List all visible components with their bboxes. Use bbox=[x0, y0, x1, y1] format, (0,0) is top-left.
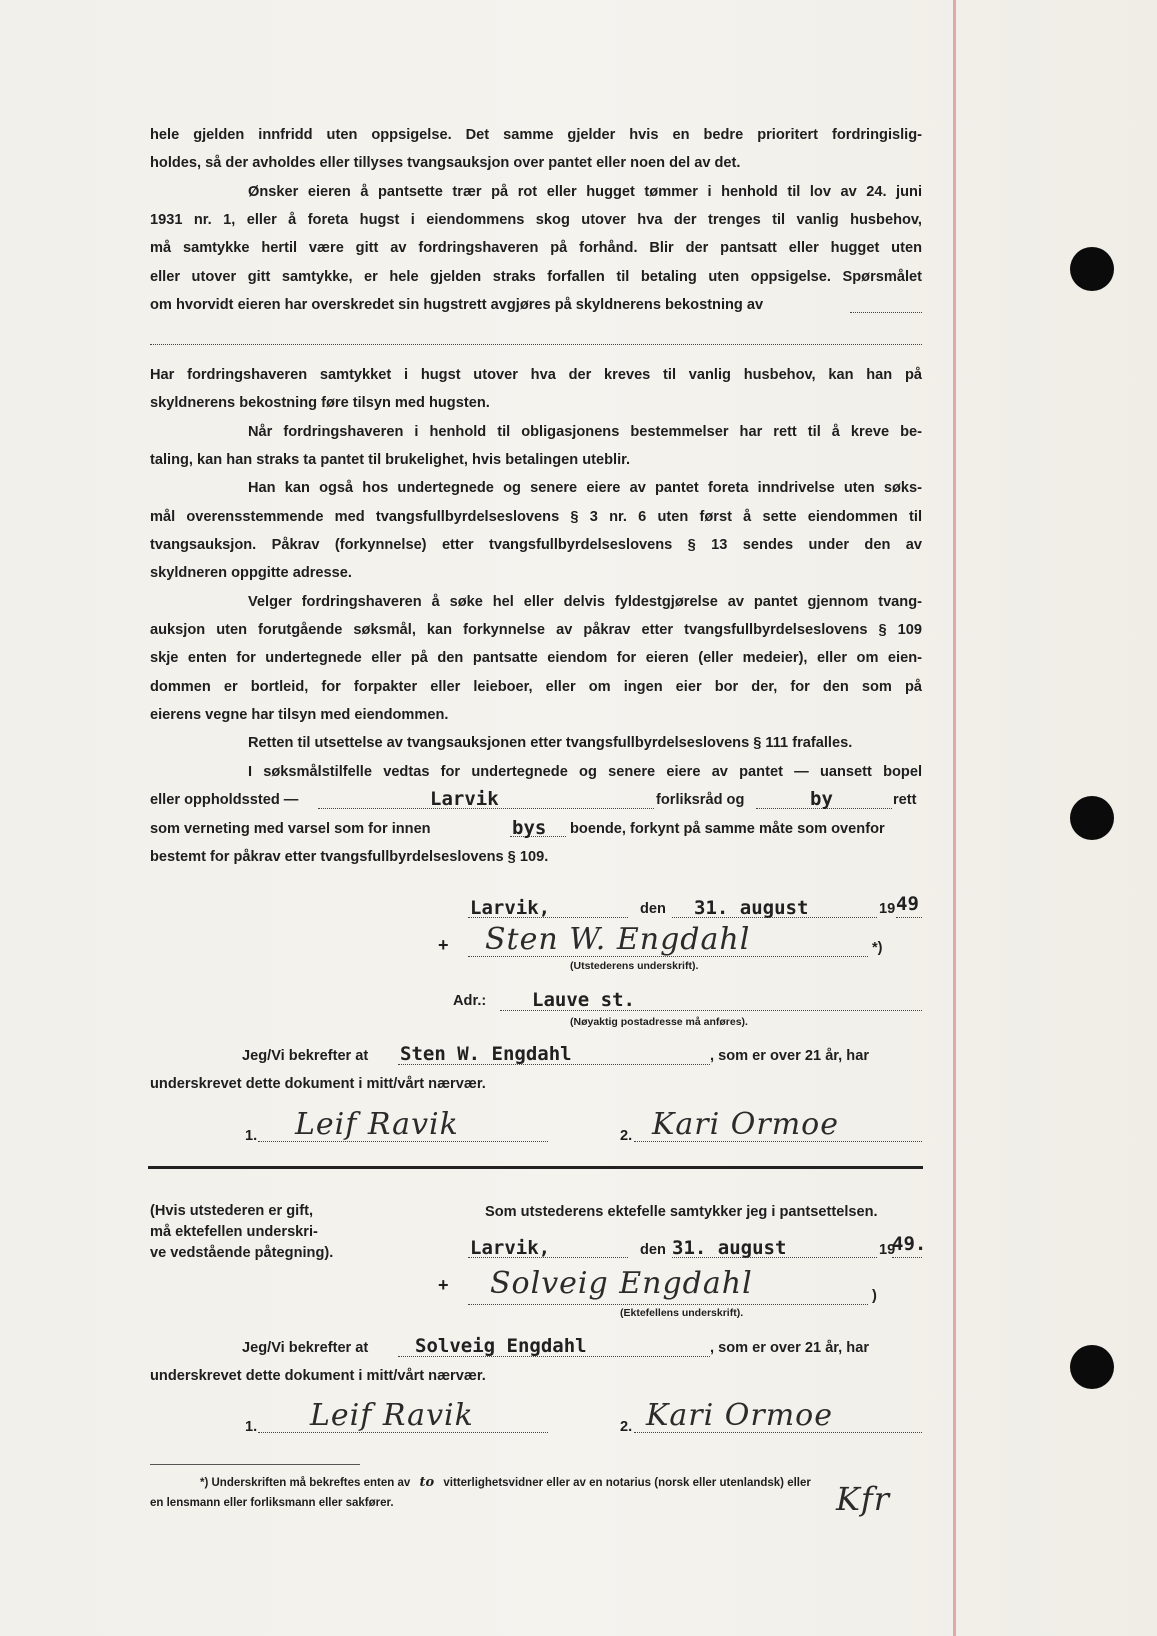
witness-number: 1. bbox=[245, 1128, 258, 1144]
witness1-signature: Leif Ravik bbox=[295, 1107, 459, 1142]
spouse-note-line: ve vedstående påtegning). bbox=[150, 1245, 334, 1261]
den-label: den bbox=[640, 1242, 666, 1258]
initials: Kfr bbox=[836, 1480, 891, 1518]
blank-line bbox=[672, 1257, 877, 1258]
year-prefix: 19 bbox=[879, 1242, 896, 1258]
footnote-line bbox=[200, 1475, 811, 1490]
blank-line bbox=[896, 917, 922, 918]
text-line: må samtykke hertil være gitt av fordringshaveren på forhånd. Blir der pantsatt eller hugget uten bbox=[150, 240, 922, 256]
text-line: skje enten for undertegnede eller på den pantsatte eiendom for eieren (eller medeier), eller om eien- bbox=[150, 650, 922, 666]
text-line: Har fordringshaveren samtykket i hugst utover hva der kreves til vanlig husbehov, kan han på bbox=[150, 367, 922, 383]
forliksrad-place: Larvik bbox=[430, 788, 499, 810]
footnote-line: en lensmann eller forliksmann eller sakfører. bbox=[150, 1497, 394, 1509]
footnote-text: *) Underskriften må bekreftes enten av bbox=[200, 1477, 411, 1489]
address-label: Adr.: bbox=[453, 993, 487, 1009]
spouse-date: 31. august bbox=[672, 1237, 787, 1259]
witness2-signature: Kari Ormoe bbox=[652, 1107, 839, 1142]
text-line: auksjon uten forutgående søksmål, kan forkynnelse av påkrav etter tvangsfullbyrdelseslovens § 109 bbox=[150, 622, 922, 638]
text-line: hele gjelden innfridd uten oppsigelse. Det samme gjelder hvis en bedre prioritert fordringislig- bbox=[150, 127, 922, 143]
text-line: 1931 nr. 1, eller å foreta hugst i eiendommens skog utover hva der trenges til vanlig husbehov, bbox=[150, 212, 922, 228]
punch-hole bbox=[1070, 247, 1114, 291]
blank-line bbox=[892, 1257, 922, 1258]
margin-line bbox=[953, 0, 956, 1636]
text-line: tvangsauksjon. Påkrav (forkynnelse) etter tvangsfullbyrdelseslovens § 13 sendes under den av bbox=[150, 537, 922, 553]
confirm-tail: , som er over 21 år, har bbox=[710, 1048, 869, 1064]
text-line: skyldnerens bekostning føre tilsyn med hugsten. bbox=[150, 395, 490, 411]
cross-mark: + bbox=[438, 1275, 449, 1295]
signature-line bbox=[468, 1304, 868, 1305]
text-line: bestemt for påkrav etter tvangsfullbyrdelseslovens § 109. bbox=[150, 849, 549, 865]
footnote-rule bbox=[150, 1464, 360, 1465]
text-line: dommen er bortleid, for forpakter eller leieboer, eller om ingen eier bor der, for den som på bbox=[150, 679, 922, 695]
witness1-signature: Leif Ravik bbox=[310, 1398, 474, 1433]
text-line: skyldneren oppgitte adresse. bbox=[150, 565, 352, 581]
text-line: rett bbox=[893, 792, 917, 808]
footnote-marker: *) bbox=[872, 940, 883, 956]
blank-line bbox=[468, 917, 628, 918]
spouse-signature-caption: (Ektefellens underskrift). bbox=[620, 1307, 744, 1319]
year-suffix: 49 bbox=[896, 893, 919, 915]
signature-line bbox=[634, 1432, 922, 1433]
text-line: eller utover gitt samtykke, er hele gjelden straks forfallen til betaling uten oppsigelse. Spørsmålet bbox=[150, 269, 922, 285]
blank-line bbox=[398, 1064, 710, 1065]
address-caption: (Nøyaktig postadresse må anføres). bbox=[570, 1016, 748, 1028]
confirmed-name: Sten W. Engdahl bbox=[400, 1043, 572, 1065]
text-line: boende, forkynt på samme måte som ovenfor bbox=[570, 821, 885, 837]
spouse-consent: Som utstederens ektefelle samtykker jeg i pantsettelsen. bbox=[485, 1204, 878, 1220]
text-line: forliksråd og bbox=[656, 792, 745, 808]
text-line: Ønsker eieren å pantsette trær på rot eller hugget tømmer i henhold til lov av 24. juni bbox=[248, 184, 922, 200]
footnote-handwritten: to bbox=[419, 1475, 435, 1490]
signature-line bbox=[468, 956, 868, 957]
confirm-label: Jeg/Vi bekrefter at bbox=[242, 1340, 369, 1356]
spouse-note-line: (Hvis utstederen er gift, bbox=[150, 1203, 313, 1219]
blank-line bbox=[150, 344, 922, 345]
issuer-date: 31. august bbox=[694, 897, 809, 919]
spouse-place: Larvik, bbox=[470, 1237, 551, 1259]
witness2-signature: Kari Ormoe bbox=[646, 1398, 833, 1433]
blank-line bbox=[672, 917, 877, 918]
witness-number: 2. bbox=[620, 1128, 633, 1144]
spouse-signature: Solveig Engdahl bbox=[490, 1266, 753, 1301]
text-line: mål overensstemmende med tvangsfullbyrdelseslovens § 3 nr. 6 uten først å sette eiendommen til bbox=[150, 509, 922, 525]
issuer-signature: Sten W. Engdahl bbox=[485, 922, 751, 957]
footnote-text: vitterlighetsvidner eller av en notarius (norsk eller utenlandsk) eller bbox=[443, 1477, 811, 1489]
year-suffix: 49. bbox=[892, 1233, 927, 1255]
confirmed-name: Solveig Engdahl bbox=[415, 1335, 587, 1357]
punch-hole bbox=[1070, 1345, 1114, 1389]
section-divider bbox=[148, 1166, 923, 1169]
text-line: holdes, så der avholdes eller tillyses tvangsauksjon over pantet eller noen del av det. bbox=[150, 155, 741, 171]
den-label: den bbox=[640, 901, 666, 917]
rett-type: by bbox=[810, 788, 833, 810]
signature-line bbox=[634, 1141, 922, 1142]
blank-line bbox=[850, 312, 922, 313]
blank-line bbox=[398, 1356, 710, 1357]
text-line: I søksmålstilfelle vedtas for undertegnede og senere eiere av pantet — uansett bopel bbox=[248, 764, 922, 780]
year-prefix: 19 bbox=[879, 901, 896, 917]
issuer-address: Lauve st. bbox=[532, 989, 635, 1011]
blank-line bbox=[468, 1257, 628, 1258]
confirm-label: Jeg/Vi bekrefter at bbox=[242, 1048, 369, 1064]
confirm-line: underskrevet dette dokument i mitt/vårt nærvær. bbox=[150, 1076, 486, 1092]
text-line: Velger fordringshaveren å søke hel eller delvis fyldestgjørelse av pantet gjennom tvang- bbox=[248, 594, 922, 610]
text-line: eller oppholdssted — bbox=[150, 792, 299, 808]
text-line: taling, kan han straks ta pantet til brukelighet, hvis betalingen uteblir. bbox=[150, 452, 631, 468]
text-line: Han kan også hos undertegnede og senere eiere av pantet foreta inndrivelse uten søks- bbox=[248, 480, 922, 496]
blank-line bbox=[500, 1010, 922, 1011]
spouse-note-line: må ektefellen underskri- bbox=[150, 1224, 318, 1240]
punch-hole bbox=[1070, 796, 1114, 840]
issuer-signature-caption: (Utstederens underskrift). bbox=[570, 960, 699, 972]
text-line: Retten til utsettelse av tvangsauksjonen etter tvangsfullbyrdelseslovens § 111 frafalles. bbox=[248, 735, 853, 751]
witness-number: 1. bbox=[245, 1419, 258, 1435]
signature-line bbox=[258, 1432, 548, 1433]
confirm-line: underskrevet dette dokument i mitt/vårt nærvær. bbox=[150, 1368, 486, 1384]
cross-mark: + bbox=[438, 935, 449, 955]
issuer-place: Larvik, bbox=[470, 897, 551, 919]
text-line: om hvorvidt eieren har overskredet sin hugstrett avgjøres på skyldnerens bekostning av bbox=[150, 297, 764, 313]
confirm-tail: , som er over 21 år, har bbox=[710, 1340, 869, 1356]
witness-number: 2. bbox=[620, 1419, 633, 1435]
text-line: eierens vegne har tilsyn med eiendommen. bbox=[150, 707, 449, 723]
text-line: Når fordringshaveren i henhold til obligasjonens bestemmelser har rett til å kreve be- bbox=[248, 424, 922, 440]
signature-line bbox=[258, 1141, 548, 1142]
text-line: som verneting med varsel som for innen bbox=[150, 821, 431, 837]
paren-marker: ) bbox=[872, 1288, 877, 1304]
innen-value: bys bbox=[512, 817, 547, 839]
